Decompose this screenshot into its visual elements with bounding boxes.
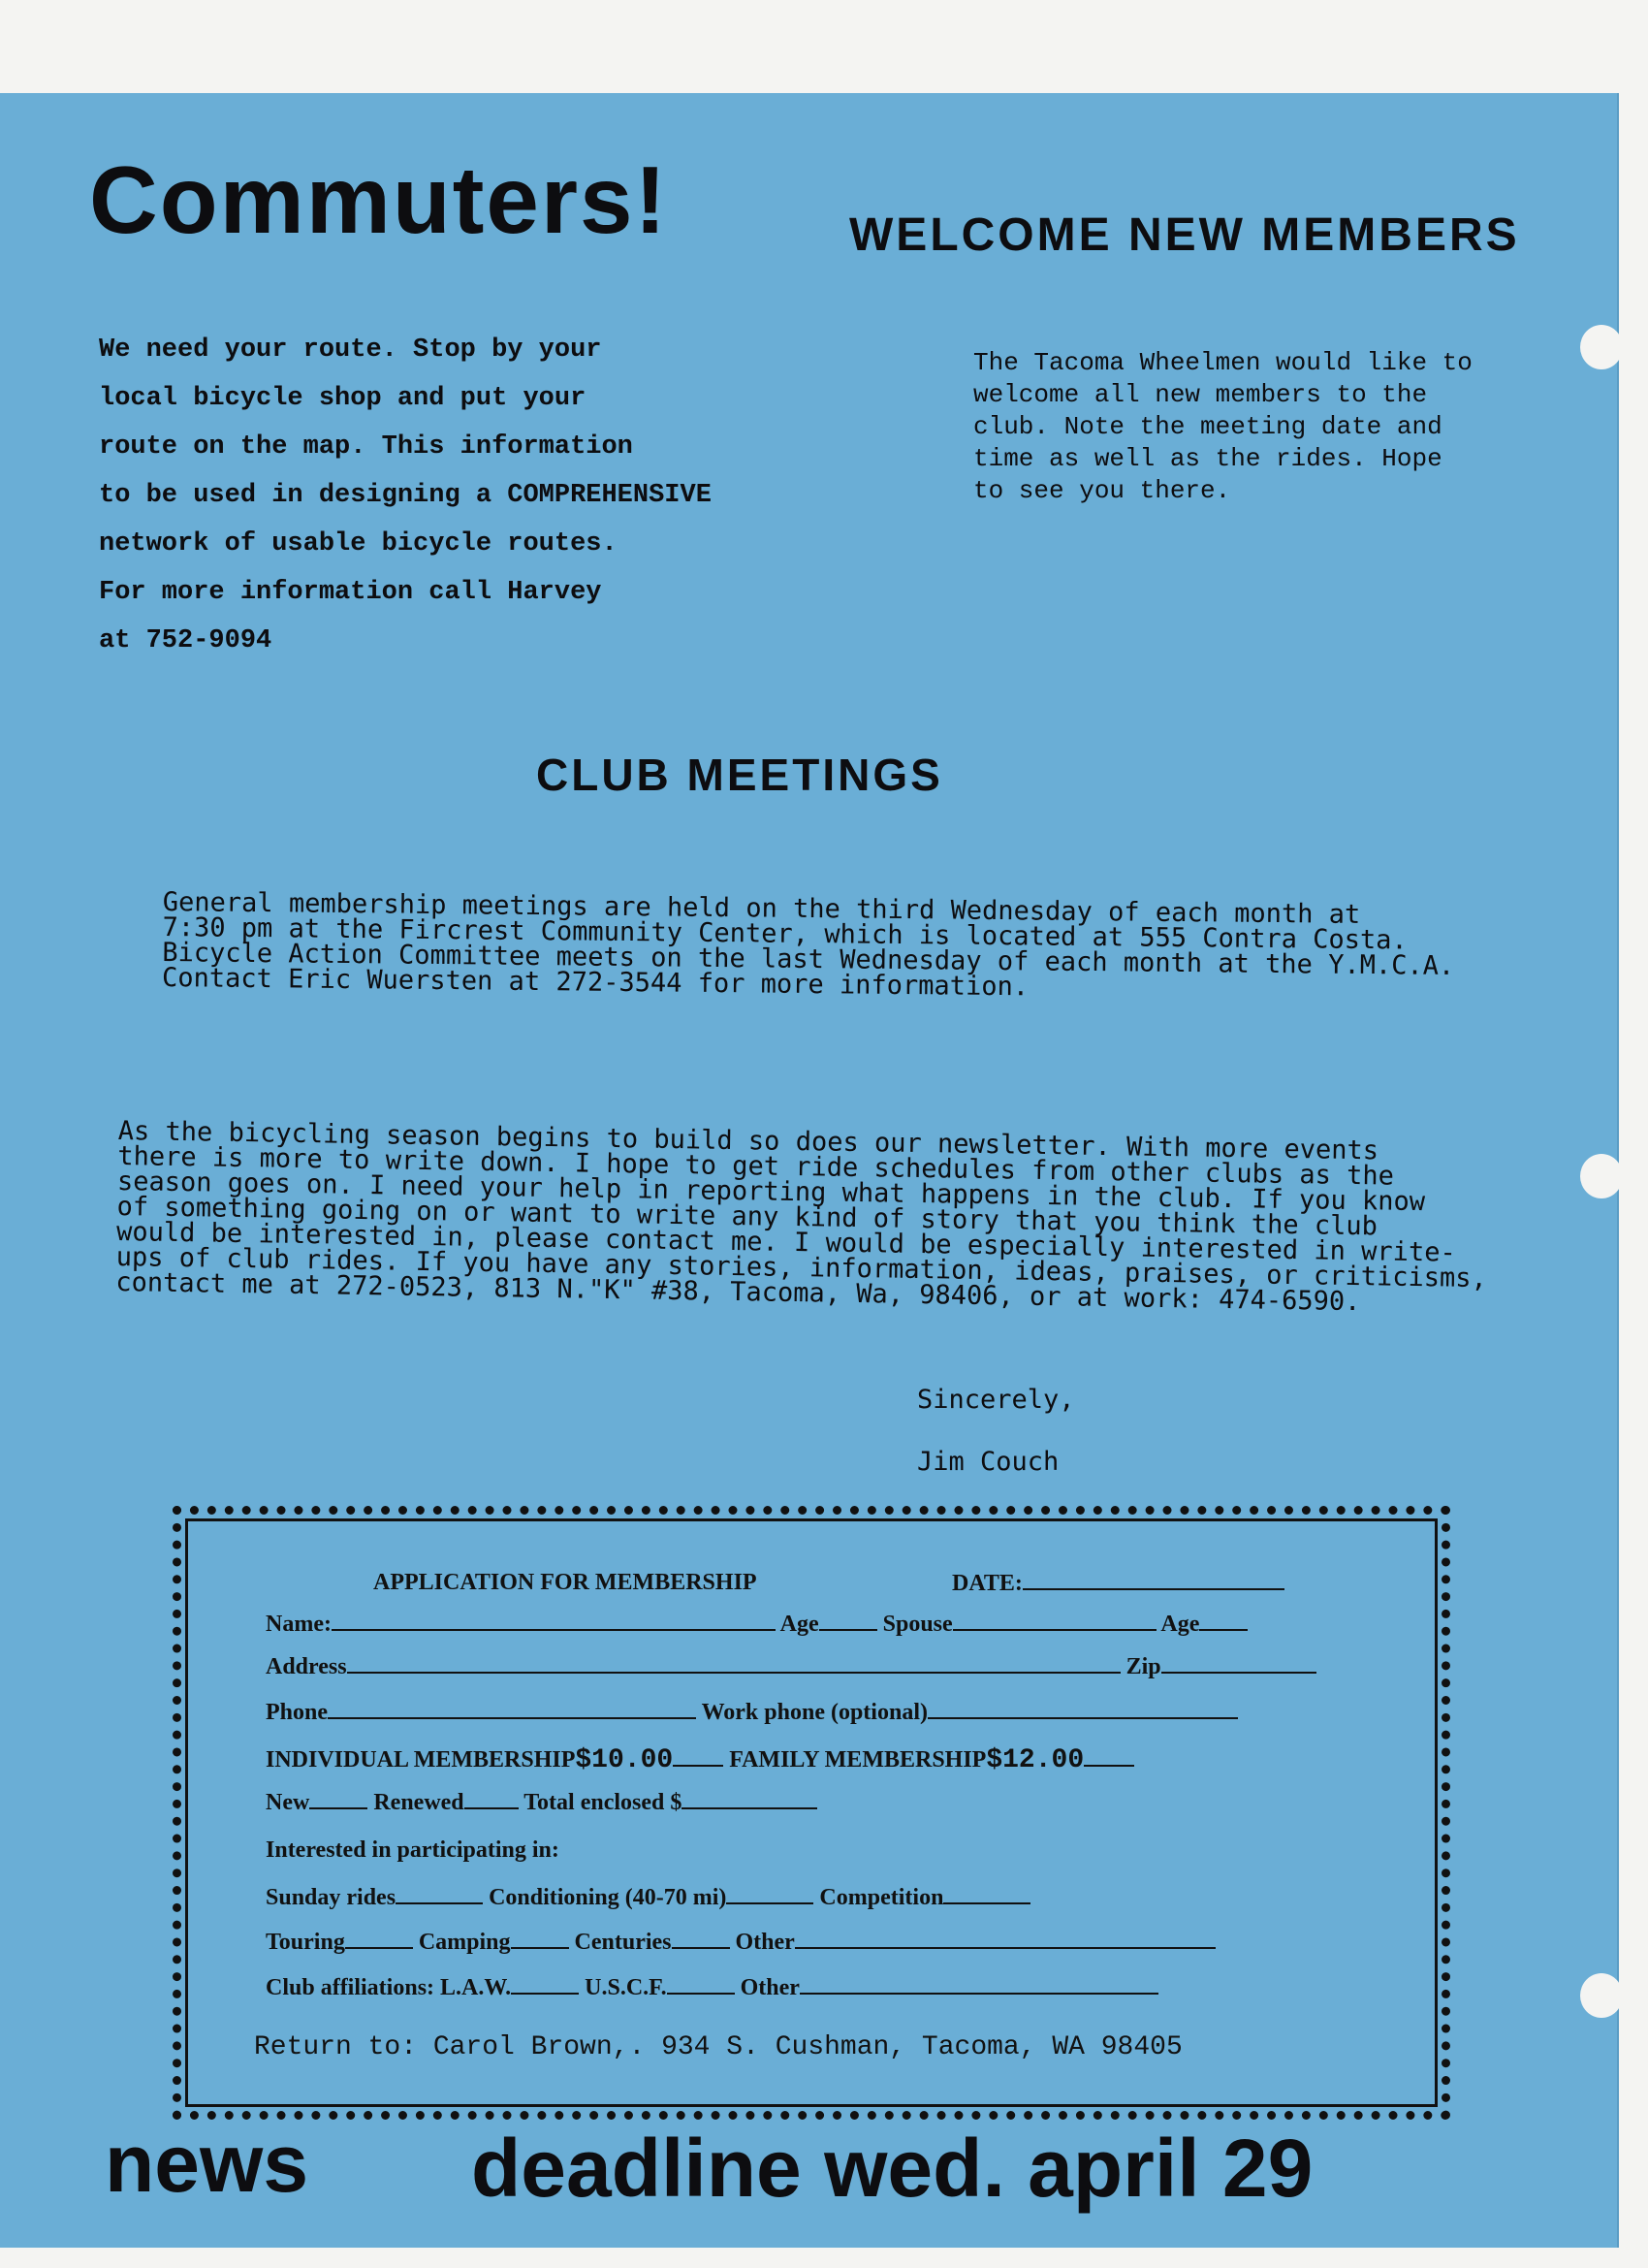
newsletter-note-text: As the bicycling season begins to build so does our newsletter. With more events there is more to write down. I hope to get ride schedules from other clubs as the season goes on. I need your help in reporting what happens in the club. If you know of something going on or want to write any kind of story that you think the club would be interested in, please contact me. I would be especially interested in write- ups of club rides. If you have any stories, information, ideas, praises, or criticisms, contact me at 272-0523, 813 N."K" #38, Tacoma, Wa, 98406, or at work: 474-6590. <box>115 1116 1488 1318</box>
membership-type-row: INDIVIDUAL MEMBERSHIP$10.00 FAMILY MEMBERSHIP$12.00 <box>266 1745 1134 1775</box>
commuters-text: We need your route. Stop by your local bicycle shop and put your route on the map. This information to be used in designing a COMPREHENSIVE network of usable bicycle routes. For more information call Harvey at 752-9094 <box>99 335 712 655</box>
work-phone-field[interactable] <box>928 1716 1238 1719</box>
ride-interest-row: Sunday rides Conditioning (40-70 mi) Competition <box>266 1885 1030 1911</box>
commuters-headline: Commuters! <box>89 146 669 253</box>
address-row: Address Zip <box>266 1654 1316 1680</box>
zip-field[interactable] <box>1161 1671 1316 1674</box>
renewed-field[interactable] <box>464 1806 519 1809</box>
form-title: APPLICATION FOR MEMBERSHIP <box>373 1570 757 1595</box>
club-meetings-heading: CLUB MEETINGS <box>536 750 943 800</box>
phone-row: Phone Work phone (optional) <box>266 1700 1238 1726</box>
total-field[interactable] <box>681 1806 817 1809</box>
punch-hole <box>1580 1973 1623 2018</box>
spouse-age-field[interactable] <box>1199 1628 1248 1631</box>
age-field[interactable] <box>819 1628 877 1631</box>
other-affiliation-field[interactable] <box>800 1992 1158 1995</box>
camping-field[interactable] <box>511 1946 569 1949</box>
name-field[interactable] <box>332 1628 776 1631</box>
welcome-text: The Tacoma Wheelmen would like to welcome all new members to the club. Note the meeting date and time as well as the rides. Hope to see you there. <box>973 348 1473 505</box>
sunday-rides-field[interactable] <box>396 1901 483 1904</box>
address-field[interactable] <box>347 1671 1121 1674</box>
new-field[interactable] <box>309 1806 367 1809</box>
date-row: DATE: <box>952 1571 1284 1597</box>
individual-field[interactable] <box>673 1764 723 1767</box>
touring-row: Touring Camping Centuries Other <box>266 1930 1216 1956</box>
other-interest-field[interactable] <box>795 1946 1216 1949</box>
conditioning-field[interactable] <box>726 1901 813 1904</box>
return-address: Return to: Carol Brown,. 934 S. Cushman, Tacoma, WA 98405 <box>254 2032 1183 2062</box>
deadline-label: deadline wed. april 29 <box>471 2123 1314 2214</box>
phone-field[interactable] <box>328 1716 696 1719</box>
centuries-field[interactable] <box>672 1946 730 1949</box>
uscf-field[interactable] <box>667 1992 735 1995</box>
law-field[interactable] <box>511 1992 579 1995</box>
interests-label: Interested in participating in: <box>266 1837 559 1863</box>
date-field[interactable] <box>1023 1587 1284 1590</box>
closing-text: Sincerely, <box>917 1385 1075 1415</box>
signature-text: Jim Couch <box>917 1447 1060 1477</box>
welcome-headline: WELCOME NEW MEMBERS <box>849 209 1520 261</box>
touring-field[interactable] <box>345 1946 413 1949</box>
spouse-field[interactable] <box>953 1628 1157 1631</box>
affiliations-row: Club affiliations: L.A.W. U.S.C.F. Other <box>266 1975 1158 2001</box>
payment-row: New Renewed Total enclosed $ <box>266 1790 817 1816</box>
news-label: news <box>105 2118 309 2209</box>
competition-field[interactable] <box>943 1901 1030 1904</box>
punch-hole <box>1580 1154 1623 1198</box>
punch-hole <box>1580 325 1623 369</box>
name-row: Name: Age Spouse Age <box>266 1612 1248 1638</box>
family-field[interactable] <box>1084 1764 1134 1767</box>
club-meetings-text: General membership meetings are held on the third Wednesday of each month at 7:30 pm at the Fircrest Community Center, which is located at 555 Contra Costa. Bicycle Action Committee meets on the last Wednesday of each month at the Y.M.C.A. Contact Eric Wuersten at 272-3544 for more information. <box>161 887 1455 1003</box>
